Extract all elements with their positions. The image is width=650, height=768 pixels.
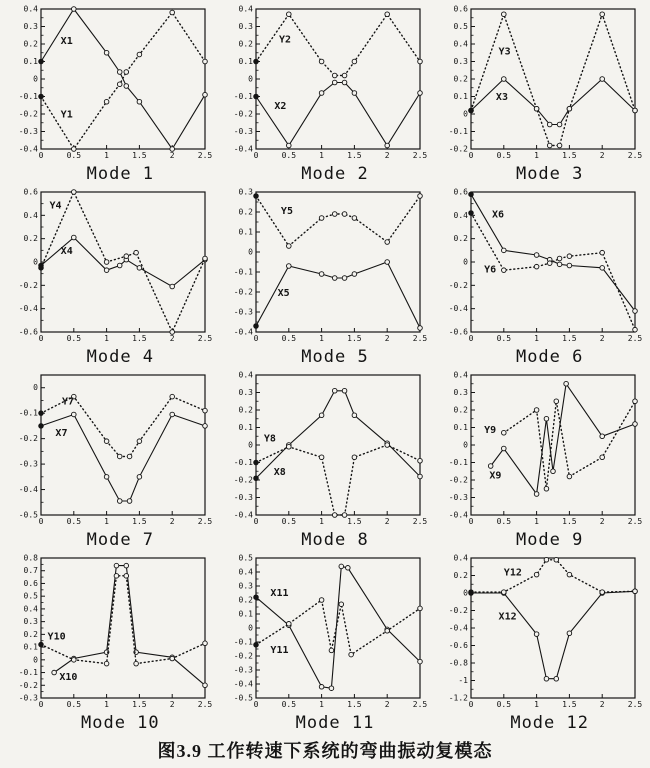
- svg-text:0: 0: [248, 247, 253, 257]
- svg-text:0: 0: [248, 74, 253, 84]
- svg-text:Y4: Y4: [49, 200, 62, 212]
- svg-text:Y5: Y5: [280, 206, 293, 217]
- svg-text:-0.3: -0.3: [19, 693, 39, 703]
- mode-8-chart: [224, 369, 428, 533]
- mode-11-title: Mode 11: [295, 713, 375, 733]
- svg-text:1.5: 1.5: [347, 700, 362, 709]
- svg-text:1.5: 1.5: [132, 517, 147, 526]
- svg-text:X9: X9: [489, 470, 502, 482]
- svg-text:X4: X4: [61, 245, 74, 257]
- svg-text:0: 0: [33, 383, 39, 393]
- svg-text:-0.1: -0.1: [233, 92, 253, 101]
- svg-text:0.5: 0.5: [66, 700, 82, 709]
- mode-12-cell: [433, 552, 648, 735]
- mode-1-title: Mode 1: [86, 164, 155, 184]
- svg-text:-0.2: -0.2: [19, 680, 39, 690]
- svg-text:0: 0: [468, 334, 474, 343]
- svg-text:0.1: 0.1: [238, 423, 253, 432]
- svg-text:-0.4: -0.4: [233, 679, 253, 689]
- svg-text:1.5: 1.5: [347, 517, 362, 526]
- svg-text:0.6: 0.6: [23, 578, 39, 588]
- svg-text:0.5: 0.5: [281, 151, 297, 160]
- svg-text:0.5: 0.5: [496, 700, 511, 709]
- svg-text:1: 1: [533, 151, 539, 160]
- svg-text:-0.6: -0.6: [448, 327, 468, 337]
- svg-text:1: 1: [104, 334, 110, 343]
- svg-text:0.5: 0.5: [281, 334, 297, 343]
- svg-text:0.5: 0.5: [496, 151, 511, 160]
- svg-text:0: 0: [253, 151, 259, 160]
- svg-text:-0.3: -0.3: [448, 493, 468, 502]
- svg-text:1: 1: [104, 700, 110, 709]
- svg-text:Y9: Y9: [483, 424, 496, 436]
- svg-text:0: 0: [248, 623, 253, 633]
- svg-text:2: 2: [384, 517, 390, 526]
- svg-text:0: 0: [462, 440, 468, 450]
- svg-text:2: 2: [599, 700, 605, 709]
- svg-text:-0.1: -0.1: [19, 668, 39, 678]
- svg-text:-0.3: -0.3: [19, 127, 39, 136]
- svg-text:1: 1: [533, 334, 539, 343]
- svg-text:0.6: 0.6: [453, 4, 468, 14]
- svg-text:0.4: 0.4: [453, 553, 468, 563]
- svg-text:-0.3: -0.3: [19, 459, 39, 469]
- svg-text:0.2: 0.2: [23, 234, 39, 244]
- svg-text:-0.1: -0.1: [19, 92, 39, 101]
- mode-5-cell: [219, 186, 434, 369]
- svg-text:-0.2: -0.2: [19, 109, 39, 119]
- svg-text:0: 0: [253, 700, 259, 709]
- svg-text:2.5: 2.5: [198, 517, 213, 526]
- svg-text:0.5: 0.5: [66, 334, 82, 343]
- svg-text:0.4: 0.4: [23, 4, 39, 14]
- svg-text:0: 0: [462, 257, 468, 267]
- mode-12-title: Mode 12: [510, 713, 589, 733]
- mode-4-chart: [9, 186, 213, 350]
- svg-text:2.5: 2.5: [412, 151, 428, 160]
- svg-text:-0.2: -0.2: [448, 606, 468, 615]
- svg-text:0.2: 0.2: [453, 74, 468, 84]
- svg-text:1: 1: [319, 700, 324, 709]
- svg-text:-0.1: -0.1: [233, 458, 253, 467]
- svg-text:1.5: 1.5: [347, 334, 362, 343]
- svg-text:-0.6: -0.6: [448, 641, 468, 650]
- svg-text:0.5: 0.5: [238, 553, 253, 563]
- svg-text:0.2: 0.2: [453, 571, 468, 580]
- svg-text:0.5: 0.5: [66, 517, 82, 526]
- svg-text:-0.4: -0.4: [19, 304, 39, 314]
- svg-text:0.2: 0.2: [23, 629, 39, 639]
- svg-text:0.3: 0.3: [238, 187, 253, 197]
- svg-text:0: 0: [33, 74, 39, 84]
- mode-6-cell: [433, 186, 648, 369]
- svg-text:-0.2: -0.2: [233, 109, 253, 119]
- svg-text:0.3: 0.3: [23, 22, 39, 31]
- svg-text:0.1: 0.1: [238, 57, 253, 66]
- svg-text:0.6: 0.6: [453, 187, 468, 197]
- svg-text:0.3: 0.3: [23, 617, 39, 627]
- svg-text:-0.2: -0.2: [448, 144, 468, 154]
- svg-text:0.6: 0.6: [23, 187, 39, 197]
- svg-text:1.5: 1.5: [132, 334, 147, 343]
- svg-text:1: 1: [533, 517, 539, 526]
- mode-11-cell: [219, 552, 434, 735]
- svg-text:-0.5: -0.5: [233, 693, 253, 703]
- svg-text:0.1: 0.1: [453, 423, 468, 432]
- svg-text:-0.2: -0.2: [233, 651, 253, 661]
- svg-text:0.3: 0.3: [238, 581, 253, 591]
- svg-text:-0.3: -0.3: [233, 307, 253, 317]
- svg-text:0: 0: [253, 517, 259, 526]
- svg-text:-0.4: -0.4: [448, 623, 468, 633]
- svg-text:0.2: 0.2: [238, 207, 253, 217]
- svg-text:0: 0: [462, 109, 468, 119]
- svg-text:-0.3: -0.3: [233, 127, 253, 136]
- mode-5-title: Mode 5: [301, 347, 369, 367]
- svg-text:-1.2: -1.2: [448, 693, 468, 703]
- mode-11-chart: [224, 552, 428, 716]
- mode-1-chart: [9, 3, 213, 167]
- svg-text:0.4: 0.4: [453, 39, 468, 49]
- svg-text:-0.4: -0.4: [233, 144, 253, 154]
- svg-text:-0.5: -0.5: [19, 510, 39, 520]
- mode-3-cell: [433, 3, 648, 186]
- svg-text:-0.1: -0.1: [19, 408, 39, 418]
- svg-text:2.5: 2.5: [627, 700, 642, 709]
- mode-3-chart: [439, 3, 643, 167]
- svg-text:X3: X3: [495, 92, 508, 103]
- svg-text:2: 2: [384, 334, 390, 343]
- mode-7-cell: [4, 369, 219, 552]
- svg-text:2.5: 2.5: [412, 517, 428, 526]
- svg-text:0.2: 0.2: [238, 405, 253, 415]
- svg-text:2: 2: [170, 517, 175, 526]
- svg-text:X2: X2: [274, 100, 287, 112]
- svg-text:1: 1: [104, 151, 110, 160]
- svg-text:0.1: 0.1: [238, 227, 253, 237]
- svg-text:0: 0: [468, 700, 474, 709]
- svg-text:0.5: 0.5: [453, 22, 468, 31]
- svg-text:-0.2: -0.2: [233, 475, 253, 485]
- svg-text:1.5: 1.5: [561, 151, 577, 160]
- svg-text:1.5: 1.5: [132, 700, 147, 709]
- svg-text:-0.1: -0.1: [233, 637, 253, 647]
- svg-text:0: 0: [38, 334, 44, 343]
- svg-text:1: 1: [319, 151, 324, 160]
- svg-text:0.4: 0.4: [23, 210, 39, 220]
- mode-9-title: Mode 9: [515, 530, 584, 550]
- mode-1-cell: [4, 3, 219, 186]
- svg-text:2.5: 2.5: [412, 700, 428, 709]
- svg-text:1.5: 1.5: [561, 700, 577, 709]
- svg-text:2.5: 2.5: [627, 517, 642, 526]
- svg-text:Y11: Y11: [270, 645, 289, 657]
- svg-text:0.1: 0.1: [23, 642, 39, 652]
- svg-text:1: 1: [104, 517, 110, 526]
- svg-text:0.5: 0.5: [281, 517, 297, 526]
- svg-text:0.5: 0.5: [281, 700, 297, 709]
- svg-text:X7: X7: [55, 428, 68, 440]
- mode-2-cell: [219, 3, 434, 186]
- svg-text:-0.2: -0.2: [448, 475, 468, 485]
- svg-text:-0.2: -0.2: [448, 280, 468, 290]
- svg-text:0.1: 0.1: [238, 609, 253, 619]
- mode-6-chart: [439, 186, 643, 350]
- svg-text:0.4: 0.4: [453, 210, 468, 220]
- svg-text:-0.4: -0.4: [19, 144, 39, 154]
- svg-text:Y3: Y3: [498, 46, 511, 58]
- svg-text:0.5: 0.5: [66, 151, 82, 160]
- mode-2-title: Mode 2: [301, 164, 369, 184]
- mode-2-chart: [224, 3, 428, 167]
- svg-text:2: 2: [170, 700, 175, 709]
- svg-text:0.4: 0.4: [238, 567, 253, 577]
- svg-text:0: 0: [253, 334, 259, 343]
- svg-text:X8: X8: [273, 466, 286, 478]
- svg-text:0.2: 0.2: [453, 234, 468, 244]
- svg-text:2: 2: [384, 151, 390, 160]
- svg-text:0: 0: [462, 588, 468, 598]
- svg-text:0: 0: [33, 655, 39, 665]
- svg-text:0: 0: [33, 257, 39, 267]
- svg-text:0.8: 0.8: [23, 553, 39, 563]
- svg-text:-0.3: -0.3: [233, 493, 253, 502]
- mode-5-chart: [224, 186, 428, 350]
- svg-text:1.5: 1.5: [132, 151, 147, 160]
- svg-text:0.2: 0.2: [238, 39, 253, 49]
- svg-text:0.2: 0.2: [238, 595, 253, 605]
- svg-text:-0.1: -0.1: [448, 127, 468, 136]
- svg-text:2: 2: [599, 517, 605, 526]
- svg-text:Y8: Y8: [263, 433, 276, 445]
- svg-text:0.3: 0.3: [238, 22, 253, 31]
- svg-text:-0.3: -0.3: [233, 665, 253, 675]
- svg-text:0.3: 0.3: [238, 388, 253, 397]
- svg-text:-0.2: -0.2: [233, 287, 253, 297]
- svg-text:2.5: 2.5: [627, 334, 642, 343]
- svg-text:0.2: 0.2: [453, 405, 468, 415]
- svg-text:Y10: Y10: [47, 631, 66, 643]
- mode-10-cell: [4, 552, 219, 735]
- svg-text:0.4: 0.4: [453, 370, 468, 380]
- svg-text:1: 1: [533, 700, 539, 709]
- svg-text:0.1: 0.1: [23, 57, 39, 66]
- svg-text:2.5: 2.5: [198, 151, 213, 160]
- svg-text:2: 2: [170, 334, 175, 343]
- svg-text:2: 2: [599, 334, 605, 343]
- figure-caption: 图3.9 工作转速下系统的弯曲振动复模态: [157, 741, 493, 761]
- svg-text:Y6: Y6: [483, 264, 496, 276]
- svg-text:0.5: 0.5: [23, 591, 39, 601]
- svg-text:2: 2: [170, 151, 175, 160]
- mode-12-chart: [439, 552, 643, 716]
- svg-text:-0.4: -0.4: [19, 485, 39, 495]
- svg-text:2: 2: [384, 700, 390, 709]
- svg-text:0.3: 0.3: [453, 388, 468, 397]
- svg-text:0: 0: [38, 517, 44, 526]
- svg-text:0: 0: [468, 517, 474, 526]
- mode-9-cell: [433, 369, 648, 552]
- svg-text:1.5: 1.5: [561, 334, 577, 343]
- svg-text:0.5: 0.5: [496, 334, 511, 343]
- svg-text:2.5: 2.5: [198, 700, 213, 709]
- svg-text:-0.6: -0.6: [19, 327, 39, 337]
- svg-text:0.7: 0.7: [23, 566, 39, 576]
- svg-text:Y7: Y7: [62, 396, 75, 408]
- svg-text:0: 0: [38, 151, 44, 160]
- svg-text:X12: X12: [498, 611, 517, 623]
- svg-text:-0.2: -0.2: [19, 280, 39, 290]
- mode-7-title: Mode 7: [86, 530, 155, 550]
- svg-text:1.5: 1.5: [561, 517, 577, 526]
- mode-10-title: Mode 10: [81, 713, 160, 733]
- svg-text:2: 2: [599, 151, 605, 160]
- svg-text:0: 0: [38, 700, 44, 709]
- mode-6-title: Mode 6: [515, 347, 584, 367]
- svg-text:-0.8: -0.8: [448, 658, 468, 668]
- svg-text:Y1: Y1: [61, 109, 74, 121]
- svg-text:X1: X1: [61, 36, 74, 47]
- svg-text:2.5: 2.5: [412, 334, 428, 343]
- mode-7-chart: [9, 369, 213, 533]
- svg-text:0.2: 0.2: [23, 39, 39, 49]
- svg-text:1.5: 1.5: [347, 151, 362, 160]
- mode-8-title: Mode 8: [301, 530, 369, 550]
- svg-text:X6: X6: [491, 209, 504, 221]
- svg-text:-0.1: -0.1: [233, 267, 253, 277]
- svg-text:0: 0: [248, 440, 253, 450]
- svg-text:0.4: 0.4: [238, 4, 253, 14]
- mode-9-chart: [439, 369, 643, 533]
- svg-text:0.4: 0.4: [238, 370, 253, 380]
- mode-10-chart: [9, 552, 213, 716]
- mode-3-title: Mode 3: [515, 164, 584, 184]
- svg-text:-0.4: -0.4: [233, 510, 253, 520]
- svg-text:-0.4: -0.4: [233, 327, 253, 337]
- svg-text:1: 1: [319, 334, 324, 343]
- svg-text:0: 0: [468, 151, 474, 160]
- svg-text:-0.4: -0.4: [448, 510, 468, 520]
- svg-text:0.3: 0.3: [453, 57, 468, 66]
- svg-text:2.5: 2.5: [198, 334, 213, 343]
- mode-4-title: Mode 4: [86, 347, 155, 367]
- svg-text:-0.4: -0.4: [448, 304, 468, 314]
- mode-4-cell: [4, 186, 219, 369]
- svg-text:-0.2: -0.2: [19, 434, 39, 444]
- svg-text:Y12: Y12: [503, 567, 522, 579]
- svg-text:0.4: 0.4: [23, 604, 39, 614]
- svg-text:-1: -1: [458, 676, 468, 685]
- svg-text:-0.1: -0.1: [448, 458, 468, 467]
- svg-text:X11: X11: [270, 587, 289, 599]
- svg-text:0.1: 0.1: [453, 92, 468, 101]
- svg-text:2.5: 2.5: [627, 151, 642, 160]
- svg-text:0.5: 0.5: [496, 517, 511, 526]
- svg-text:X10: X10: [59, 672, 78, 684]
- svg-text:Y2: Y2: [278, 34, 291, 46]
- svg-text:1: 1: [319, 517, 324, 526]
- svg-text:X5: X5: [277, 288, 290, 299]
- mode-8-cell: [219, 369, 434, 552]
